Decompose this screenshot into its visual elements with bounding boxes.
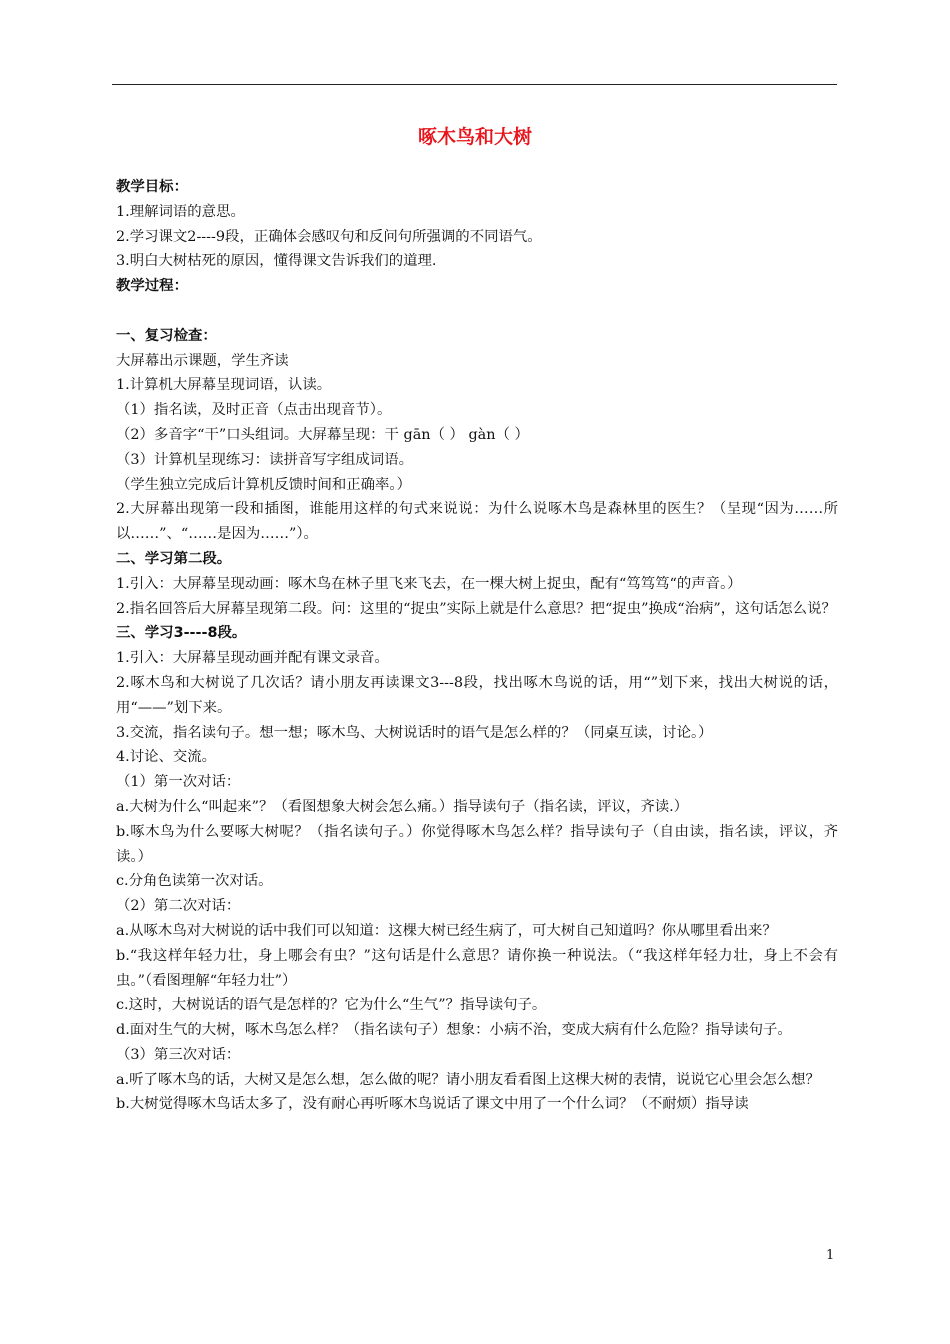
text-line: 1.引入：大屏幕呈现动画并配有课文录音。 — [116, 650, 389, 667]
header-rule — [112, 84, 837, 85]
text-line: （2）多音字“干”口头组词。大屏幕呈现：干 gān（ ） gàn（ ） — [116, 426, 529, 443]
text-line: 2.大屏幕出现第一段和插图，谁能用这样的句式来说说：为什么说啄木鸟是森林里的医生？（呈现“因为……所以……”、“……是因为……”）。 — [116, 501, 838, 543]
blank-line — [116, 299, 838, 324]
document-body — [116, 175, 838, 1117]
text-line: 2.啄木鸟和大树说了几次话？请小朋友再读课文3---8段，找出啄木鸟说的话，用“”划下来，找出大树说的话，用“——”划下来。 — [116, 674, 838, 716]
text-line: （1）第一次对话： — [116, 774, 241, 791]
text-line: （1）指名读，及时正音（点击出现音节）。 — [116, 402, 392, 419]
section-heading: 一、复习检查： — [116, 327, 217, 344]
page-number: 1 — [826, 1248, 835, 1263]
text-line: c.分角色读第一次对话。 — [116, 873, 273, 890]
text-line: a.从啄木鸟对大树说的话中我们可以知道：这棵大树已经生病了，可大树自己知道吗？你从哪里看出来？ — [116, 922, 777, 939]
text-line: 4.讨论、交流。 — [116, 749, 217, 766]
section-heading: 二、学习第二段。 — [116, 550, 232, 567]
text-line: a.听了啄木鸟的话，大树又是怎么想，怎么做的呢？请小朋友看看图上这棵大树的表情，说说它心里会怎么想？ — [116, 1071, 820, 1088]
text-line: 1.引入：大屏幕呈现动画：啄木鸟在林子里飞来飞去，在一棵大树上捉虫，配有“笃笃笃“的声音。） — [116, 575, 742, 592]
section-heading: 三、学习3----8段。 — [116, 625, 247, 642]
text-line: b.大树觉得啄木鸟话太多了，没有耐心再听啄木鸟说话了课文中用了一个什么词？（不耐烦）指导读 — [116, 1096, 749, 1113]
text-line: 2.学习课文2----9段，正确体会感叹句和反问句所强调的不同语气。 — [116, 228, 542, 245]
text-line: 3.交流，指名读句子。想一想；啄木鸟、大树说话时的语气是怎么样的？（同桌互读，讨论。） — [116, 724, 713, 741]
text-line: 1.理解词语的意思。 — [116, 203, 245, 220]
text-line: （学生独立完成后计算机反馈时间和正确率。） — [116, 476, 412, 493]
document-title: 啄木鸟和大树 — [417, 126, 532, 148]
section-heading: 教学目标： — [116, 179, 188, 195]
text-line: b.“我这样年轻力壮，身上哪会有虫？”这句话是什么意思？请你换一种说法。（“我这样年轻力壮，身上不会有虫。”（看图理解“年轻力壮”） — [116, 947, 838, 989]
text-line: 1.计算机大屏幕呈现词语，认读。 — [116, 377, 332, 394]
text-line: b.啄木鸟为什么要啄大树呢？（指名读句子。）你觉得啄木鸟怎么样？指导读句子（自由读，指名读，评议，齐读。） — [116, 823, 838, 865]
text-line: c.这时，大树说话的语气是怎样的？它为什么“生气”？指导读句子。 — [116, 997, 547, 1014]
text-line: （3）计算机呈现练习：读拼音写字组成词语。 — [116, 451, 413, 468]
section-heading: 教学过程： — [116, 278, 188, 295]
text-line: （2）第二次对话： — [116, 898, 241, 915]
text-line: 3.明白大树枯死的原因，懂得课文告诉我们的道理. — [116, 253, 437, 270]
text-line: 2.指名回答后大屏幕呈现第二段。问：这里的“捉虫”实际上就是什么意思？把“捉虫”换成“治病”，这句话怎么说？ — [116, 600, 836, 617]
text-line: 大屏幕出示课题，学生齐读 — [116, 352, 289, 369]
text-line: （3）第三次对话： — [116, 1046, 241, 1063]
text-line: a.大树为什么“叫起来”？（看图想象大树会怎么痛。）指导读句子（指名读，评议，齐读.） — [116, 798, 689, 815]
text-line: d.面对生气的大树，啄木鸟怎么样？（指名读句子）想象：小病不治，变成大病有什么危险？指导读句子。 — [116, 1022, 792, 1039]
